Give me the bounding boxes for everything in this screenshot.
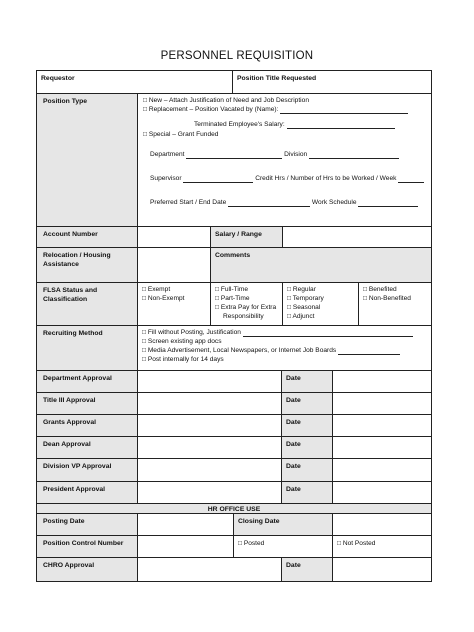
flsa-exempt-col <box>138 283 210 325</box>
flsa-row <box>37 282 431 325</box>
position-type-row <box>37 93 431 226</box>
supervisor-row: Supervisor Credit Hrs / Number of Hrs to be Worked / Week <box>150 174 424 183</box>
flsa-time-col <box>210 283 282 325</box>
requisition-form <box>36 70 432 582</box>
position-title-label: Position Title Requested <box>232 71 432 93</box>
department-approval-label: Department Approval <box>37 371 138 392</box>
posting-date-row <box>37 513 431 535</box>
account-number-field[interactable] <box>138 227 210 247</box>
division-vp-approval-field[interactable] <box>138 459 281 481</box>
position-control-row <box>37 535 431 557</box>
benefited-option[interactable]: □ Benefited <box>363 286 397 293</box>
posting-date-label: Posting Date <box>37 514 138 535</box>
special-grant-option[interactable]: □ Special – Grant Funded <box>143 131 219 138</box>
replacement-option[interactable]: □ Replacement – Position Vacated by (Name): <box>143 105 408 114</box>
department-approval-date-label: Date <box>281 371 332 392</box>
relocation-label: Relocation / Housing Assistance <box>37 248 138 282</box>
approval-row <box>37 370 431 392</box>
chro-approval-date-label: Date <box>281 558 332 581</box>
posted-option[interactable]: □ Posted <box>233 536 332 557</box>
flsa-benefit-col <box>358 283 431 325</box>
approval-row <box>37 481 431 503</box>
extra-pay-option[interactable]: □ Extra Pay for Extra <box>215 304 277 311</box>
closing-date-label: Closing Date <box>233 514 332 535</box>
president-approval-date-label: Date <box>281 482 332 503</box>
preferred-date-field[interactable] <box>228 199 310 207</box>
post-internally-option[interactable]: □ Post internally for 14 days <box>142 356 224 363</box>
grants-approval-field[interactable] <box>138 415 281 436</box>
terminated-salary-row: Terminated Employee's Salary: <box>194 120 395 129</box>
position-type-content <box>138 94 431 226</box>
department-approval-date-field[interactable] <box>332 371 431 392</box>
comments-label: Comments <box>210 248 431 282</box>
adjunct-option[interactable]: □ Adjunct <box>287 313 315 320</box>
department-field[interactable] <box>186 151 282 159</box>
vacated-by-field[interactable] <box>280 106 408 114</box>
media-advertisement-option[interactable]: □ Media Advertisement, Local Newspapers, or Internet Job Boards <box>142 346 427 355</box>
department-approval-field[interactable] <box>138 371 281 392</box>
preferred-date-row: Preferred Start / End Date Work Schedule <box>150 198 418 207</box>
supervisor-field[interactable] <box>183 175 253 183</box>
recruiting-options <box>138 326 431 370</box>
salary-range-field[interactable] <box>282 227 431 247</box>
relocation-row <box>37 247 431 282</box>
posting-date-field[interactable] <box>138 514 233 535</box>
title-iii-approval-date-label: Date <box>281 393 332 414</box>
position-control-field[interactable] <box>138 536 233 557</box>
screen-existing-option[interactable]: □ Screen existing app docs <box>142 338 222 345</box>
non-benefited-option[interactable]: □ Non-Benefited <box>363 295 411 302</box>
approval-row <box>37 436 431 458</box>
recruiting-method-label: Recruiting Method <box>37 326 138 370</box>
approval-row <box>37 392 431 414</box>
position-control-label: Position Control Number <box>37 536 138 557</box>
dean-approval-label: Dean Approval <box>37 437 138 458</box>
part-time-option[interactable]: □ Part-Time <box>215 295 250 302</box>
chro-approval-field[interactable] <box>138 558 281 581</box>
title-iii-approval-label: Title III Approval <box>37 393 138 414</box>
hr-office-header-row <box>37 503 431 513</box>
president-approval-field[interactable] <box>138 482 281 503</box>
division-field[interactable] <box>309 151 399 159</box>
requestor-row <box>37 71 431 93</box>
salary-range-label: Salary / Range <box>210 227 282 247</box>
approval-row <box>37 414 431 436</box>
grants-approval-date-label: Date <box>281 415 332 436</box>
closing-date-field[interactable] <box>332 514 431 535</box>
division-vp-approval-date-label: Date <box>281 459 332 481</box>
dean-approval-date-label: Date <box>281 437 332 458</box>
title-iii-approval-date-field[interactable] <box>332 393 431 414</box>
media-field[interactable] <box>338 347 400 355</box>
fill-without-posting-option[interactable]: □ Fill without Posting, Justification <box>142 328 427 337</box>
dean-approval-field[interactable] <box>138 437 281 458</box>
department-row: Department Division <box>150 150 399 159</box>
division-vp-approval-date-field[interactable] <box>332 459 431 481</box>
requestor-label: Requestor <box>41 75 75 82</box>
grants-approval-date-field[interactable] <box>332 415 431 436</box>
relocation-field[interactable] <box>138 248 210 282</box>
title-iii-approval-field[interactable] <box>138 393 281 414</box>
grants-approval-label: Grants Approval <box>37 415 138 436</box>
flsa-label: FLSA Status and Classification <box>37 283 138 325</box>
not-posted-option[interactable]: □ Not Posted <box>332 536 431 557</box>
chro-approval-row <box>37 557 431 581</box>
recruiting-row <box>37 325 431 370</box>
hr-office-header: HR OFFICE USE <box>207 506 261 513</box>
flsa-type-col <box>282 283 358 325</box>
credit-hrs-field[interactable] <box>398 175 424 183</box>
approval-row <box>37 458 431 481</box>
account-row <box>37 226 431 247</box>
president-approval-label: President Approval <box>37 482 138 503</box>
non-exempt-option[interactable]: □ Non-Exempt <box>142 295 185 302</box>
page-title: PERSONNEL REQUISITION <box>160 50 314 62</box>
president-approval-date-field[interactable] <box>332 482 431 503</box>
account-number-label: Account Number <box>37 227 138 247</box>
seasonal-option[interactable]: □ Seasonal <box>287 304 321 311</box>
chro-approval-label: CHRO Approval <box>37 558 138 581</box>
exempt-option[interactable]: □ Exempt <box>142 286 171 293</box>
chro-approval-date-field[interactable] <box>332 558 431 581</box>
justification-field[interactable] <box>243 329 413 337</box>
temporary-option[interactable]: □ Temporary <box>287 295 324 302</box>
new-position-option[interactable]: □ New – Attach Justification of Need and Job Description <box>143 97 309 104</box>
regular-option[interactable]: □ Regular <box>287 286 316 293</box>
terminated-salary-field[interactable] <box>287 121 395 129</box>
division-vp-approval-label: Division VP Approval <box>37 459 138 481</box>
position-type-label: Position Type <box>37 94 138 226</box>
dean-approval-date-field[interactable] <box>332 437 431 458</box>
extra-pay-option-cont: Responsibility <box>223 313 264 320</box>
work-schedule-field[interactable] <box>358 199 418 207</box>
full-time-option[interactable]: □ Full-Time <box>215 286 249 293</box>
